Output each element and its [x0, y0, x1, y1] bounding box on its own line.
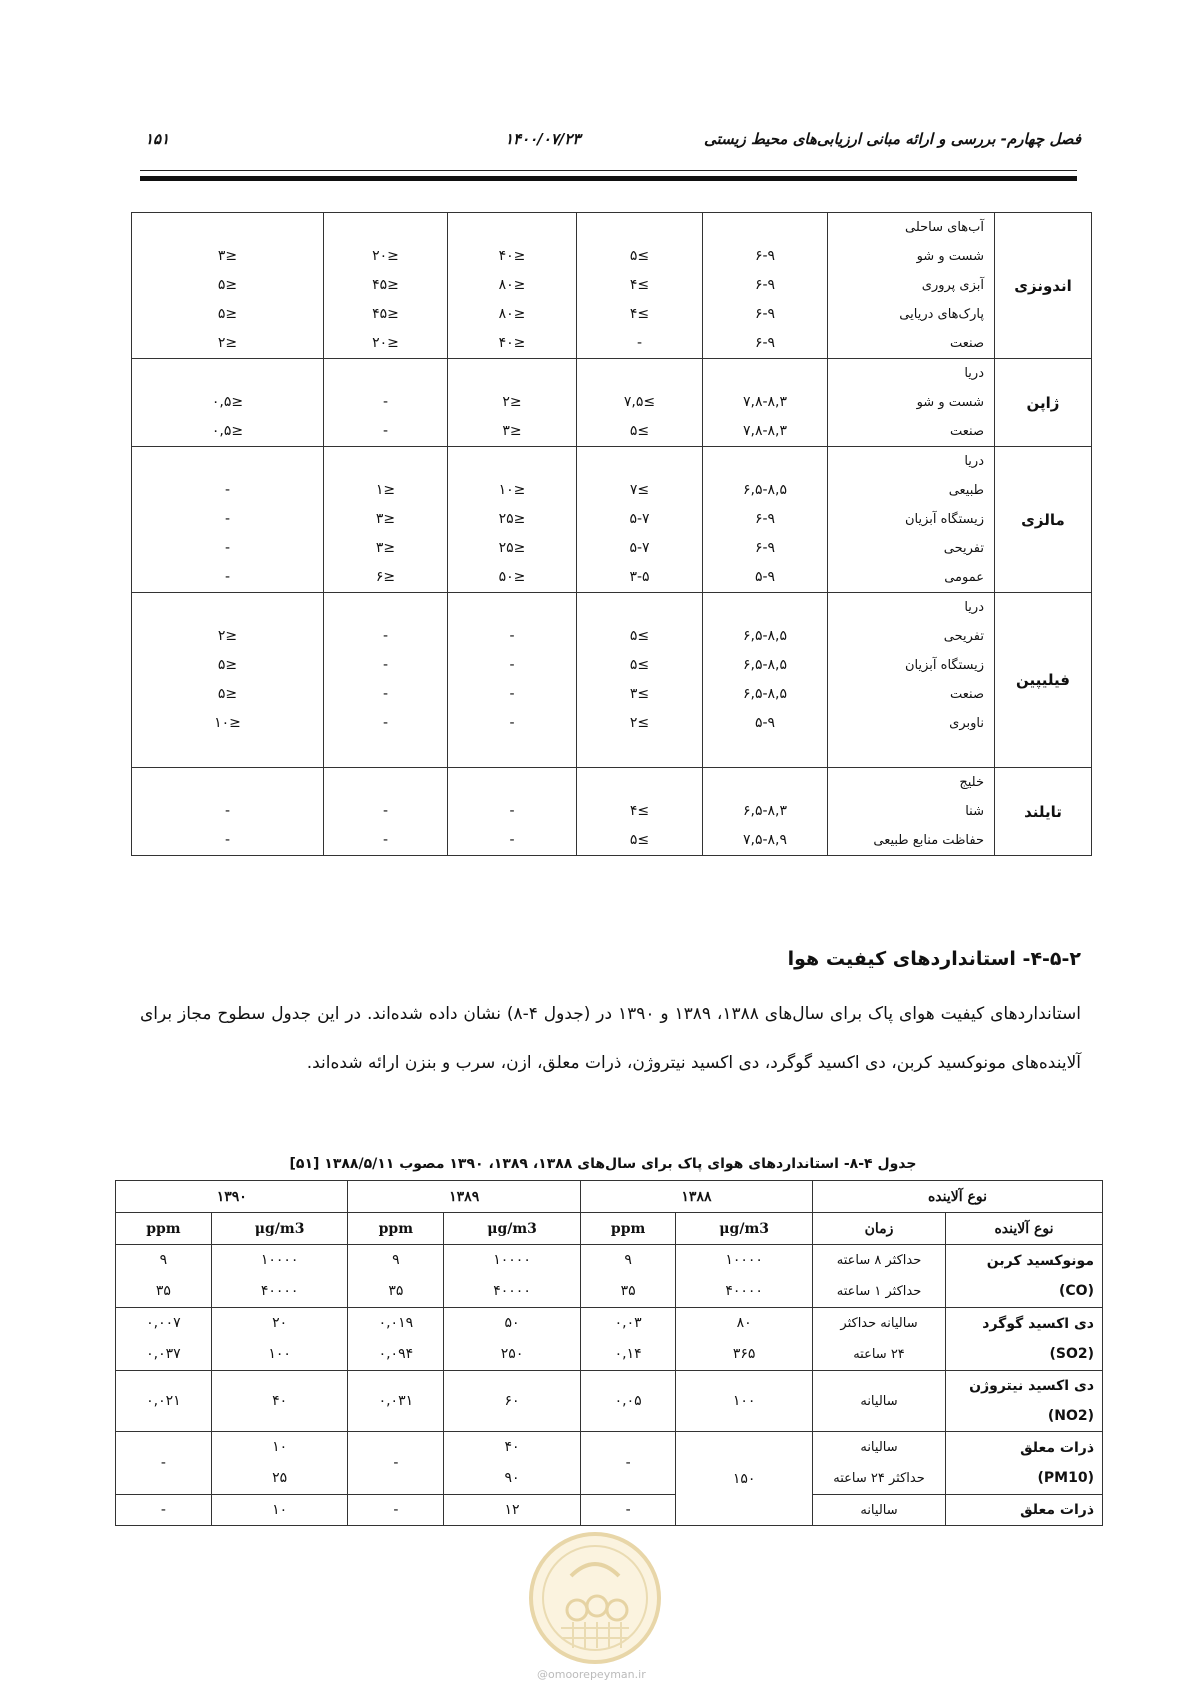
page-number: ۱۵۱ — [145, 130, 170, 148]
use-line: پارک‌های دریایی — [899, 307, 984, 322]
section-paragraph: استانداردهای کیفیت هوای پاک برای سال‌های ۱۳۸۸، ۱۳۸۹ و ۱۳۹۰ در (جدول ۴-۸) نشان داده شده‌اند. در این جدول سطوح مجاز برای آلاینده‌های مونوکسید کربن، دی اکسید گوگرد، دی اکسید نیتروژن، ذرات معلق، ازن، سرب و بنزن ارائه شده‌اند. — [140, 1004, 1082, 1073]
table-row — [132, 359, 1092, 447]
value-line: - — [382, 832, 389, 848]
header-ppm-1390: ppm — [116, 1213, 212, 1245]
value-line: ≤۸۰ — [498, 277, 526, 293]
use-line: دریا — [964, 366, 984, 381]
value-cell-c — [132, 447, 324, 593]
value-line: ۶,۵-۸,۵ — [742, 686, 788, 702]
value-line: ≤۲۵ — [498, 511, 526, 527]
use-line: شست و شو — [916, 249, 984, 264]
value-line: ۶,۵-۸,۵ — [742, 482, 788, 498]
use-line: صنعت — [950, 336, 984, 351]
value-line: - — [224, 569, 231, 585]
table-caption: جدول ۴-۸- استانداردهای هوای پاک برای سال‌های ۱۳۸۸، ۱۳۸۹، ۱۳۹۰ مصوب ۱۳۸۸/۵/۱۱ [۵۱] — [289, 1156, 917, 1172]
use-line — [828, 738, 984, 767]
table-row — [132, 213, 1092, 359]
pollutant-co: مونوکسید کربن (CO) — [946, 1245, 1103, 1308]
value-line: - — [509, 715, 515, 731]
so2-ug-1388: ۸۰ ۳۶۵ — [676, 1308, 813, 1371]
value-cell-do — [577, 213, 703, 359]
use-line: تفریحی — [943, 541, 984, 556]
row-no2 — [116, 1371, 1103, 1432]
value-line — [324, 213, 447, 242]
value-line: - — [224, 832, 231, 848]
value-line — [132, 593, 323, 622]
no2-ppm-1390: ۰,۰۲۱ — [116, 1371, 212, 1432]
pollutant-no2: دی اکسید نیتروژن (NO2) — [946, 1371, 1103, 1432]
value-line — [448, 768, 576, 797]
so2-ug-1389: ۵۰ ۲۵۰ — [444, 1308, 581, 1371]
value-line: - — [509, 657, 515, 673]
value-line: ≥۲ — [629, 715, 650, 731]
value-line — [577, 593, 702, 622]
value-line: - — [382, 394, 389, 410]
value-line — [324, 359, 447, 388]
value-line: ۶-۹ — [754, 277, 776, 293]
value-line: ≥۴ — [629, 306, 650, 322]
value-line: ۷,۸-۸,۳ — [742, 394, 788, 410]
value-line: ≤۶ — [375, 569, 396, 585]
value-line: - — [224, 511, 231, 527]
use-line: تفریحی — [943, 629, 984, 644]
use-line: حفاظت منابع طبیعی — [873, 833, 984, 848]
value-cell-c — [132, 768, 324, 856]
value-line: ≤۲ — [217, 335, 238, 351]
value-line: ≤۴۰ — [498, 248, 526, 264]
value-cell-b — [324, 768, 448, 856]
use-line: طبیعی — [948, 483, 984, 498]
value-line: ۵-۹ — [754, 715, 776, 731]
value-line: ۳-۵ — [629, 569, 650, 585]
co-ppm-1389: ۹ ۳۵ — [348, 1245, 444, 1308]
value-line: - — [382, 657, 389, 673]
header-year-1389: ۱۳۸۹ — [348, 1181, 580, 1213]
value-cell-b — [324, 213, 448, 359]
no2-ppm-1389: ۰,۰۳۱ — [348, 1371, 444, 1432]
value-line — [703, 359, 827, 388]
table-row — [132, 593, 1092, 768]
value-line — [703, 768, 827, 797]
value-cell-do — [577, 359, 703, 447]
use-line: ناوبری — [949, 716, 984, 731]
value-line: - — [509, 686, 515, 702]
use-line: آبزی پروری — [921, 278, 984, 293]
pm25-ug-1390: ۱۰ — [211, 1495, 348, 1526]
value-line: ≤۱ — [375, 482, 396, 498]
pm10-ug-1390: ۱۰ ۲۵ — [211, 1432, 348, 1495]
co-ug-1389: ۱۰۰۰۰ ۴۰۰۰۰ — [444, 1245, 581, 1308]
use-line: شست و شو — [916, 395, 984, 410]
pm25-ug-1389: ۱۲ — [444, 1495, 581, 1526]
value-line — [324, 447, 447, 476]
value-line: ۶,۵-۸,۵ — [742, 657, 788, 673]
value-line: ≤۱۰ — [498, 482, 526, 498]
value-line: ۶-۹ — [754, 306, 776, 322]
value-line: ≤۲۰ — [372, 248, 399, 264]
pollutant-pm25: ذرات معلق — [946, 1495, 1103, 1526]
value-line: ≥۵ — [629, 628, 650, 644]
value-line: ۶-۹ — [754, 540, 776, 556]
value-line: ≤۳ — [502, 423, 522, 439]
use-line: دریا — [964, 454, 984, 469]
co-ug-1388: ۱۰۰۰۰ ۴۰۰۰۰ — [676, 1245, 813, 1308]
pm25-ppm-1390: - — [116, 1495, 212, 1526]
value-line: ≤۰,۵ — [211, 394, 244, 410]
country-cell: ژاپن — [995, 359, 1092, 447]
pm10-ppm-1388: - — [580, 1432, 675, 1495]
value-cell-ph — [703, 359, 828, 447]
use-line: صنعت — [950, 424, 984, 439]
table-row — [132, 447, 1092, 593]
value-line: ≤۴۵ — [372, 277, 399, 293]
value-line: ≤۵ — [217, 277, 238, 293]
value-line — [577, 359, 702, 388]
value-line: ۷,۸-۸,۳ — [742, 423, 788, 439]
value-cell-b — [324, 359, 448, 447]
value-line — [448, 738, 576, 767]
header-ug-1390: μg/m3 — [211, 1213, 348, 1245]
value-line: ≤۵ — [217, 306, 238, 322]
time-co: حداکثر ۸ ساعته حداکثر ۱ ساعته — [813, 1245, 946, 1308]
use-line: دریا — [964, 600, 984, 615]
value-line: ≥۷,۵ — [623, 394, 656, 410]
value-line: - — [636, 335, 643, 351]
value-line — [324, 593, 447, 622]
use-cell — [828, 447, 995, 593]
value-cell-ph — [703, 768, 828, 856]
value-line: ≤۴۵ — [372, 306, 399, 322]
value-line: - — [224, 482, 231, 498]
value-line — [703, 213, 827, 242]
use-line: عمومی — [944, 570, 984, 585]
value-line — [577, 768, 702, 797]
air-quality-table — [115, 1180, 1103, 1526]
value-line: - — [382, 423, 389, 439]
value-cell-ph — [703, 447, 828, 593]
chapter-title: فصل چهارم- بررسی و ارائه مبانی ارزیابی‌های محیط زیستی — [703, 130, 1081, 148]
value-cell-c — [132, 213, 324, 359]
use-line: آب‌های ساحلی — [904, 220, 984, 235]
value-cell-a — [448, 593, 577, 768]
value-line: ≤۳ — [217, 248, 238, 264]
header-year-1388: ۱۳۸۸ — [580, 1181, 812, 1213]
value-cell-b — [324, 447, 448, 593]
no2-ug-1389: ۶۰ — [444, 1371, 581, 1432]
so2-ppm-1390: ۰,۰۰۷ ۰,۰۳۷ — [116, 1308, 212, 1371]
header-date: ۱۴۰۰/۰۷/۲۳ — [505, 130, 581, 148]
value-line — [132, 768, 323, 797]
value-line: ۶,۵-۸,۵ — [742, 628, 788, 644]
value-line: ≥۵ — [629, 657, 650, 673]
value-line — [448, 593, 576, 622]
value-line: ≤۲۵ — [498, 540, 526, 556]
header-pollutant: نوع آلاینده — [946, 1213, 1103, 1245]
so2-ppm-1388: ۰,۰۳ ۰,۱۴ — [580, 1308, 675, 1371]
header-row-years — [116, 1181, 1103, 1213]
value-line: ۷,۵-۸,۹ — [742, 832, 788, 848]
pm25-ppm-1388: - — [580, 1495, 675, 1526]
header-ppm-1389: ppm — [348, 1213, 444, 1245]
time-pm25: سالیانه — [813, 1495, 946, 1526]
value-line: - — [382, 803, 389, 819]
value-line: ≤۳ — [375, 540, 396, 556]
value-line: ≥۳ — [629, 686, 650, 702]
value-line: ≤۲ — [217, 628, 238, 644]
header-year-1390: ۱۳۹۰ — [116, 1181, 348, 1213]
no2-ppm-1388: ۰,۰۵ — [580, 1371, 675, 1432]
value-line: - — [382, 715, 389, 731]
value-line: - — [382, 686, 389, 702]
value-line: - — [224, 540, 231, 556]
value-line: ۵-۹ — [754, 569, 776, 585]
co-ug-1390: ۱۰۰۰۰ ۴۰۰۰۰ — [211, 1245, 348, 1308]
value-line: ≤۵ — [217, 657, 238, 673]
value-cell-c — [132, 359, 324, 447]
header-time: زمان — [813, 1213, 946, 1245]
so2-ug-1390: ۲۰ ۱۰۰ — [211, 1308, 348, 1371]
value-line: - — [509, 832, 515, 848]
value-line: ≤۸۰ — [498, 306, 526, 322]
value-line: - — [509, 803, 515, 819]
use-cell — [828, 768, 995, 856]
value-line: ۶-۹ — [754, 335, 776, 351]
value-line — [132, 359, 323, 388]
row-so2 — [116, 1308, 1103, 1371]
use-line: زیستگاه آبزیان — [904, 512, 984, 527]
value-line — [703, 593, 827, 622]
pm-ug-1388: ۱۵۰ — [676, 1432, 813, 1526]
value-line: ≤۳ — [375, 511, 396, 527]
watermark-handle: @omoorepeyman.ir — [537, 1668, 646, 1681]
co-ppm-1390: ۹ ۳۵ — [116, 1245, 212, 1308]
value-line: ۵-۷ — [629, 511, 650, 527]
use-cell — [828, 213, 995, 359]
section-heading: ۴-۵-۲- استانداردهای کیفیت هوا — [787, 948, 1081, 970]
country-cell: مالزی — [995, 447, 1092, 593]
value-line: ≥۵ — [629, 832, 650, 848]
value-cell-c — [132, 593, 324, 768]
value-cell-do — [577, 768, 703, 856]
value-line: ≤۴۰ — [498, 335, 526, 351]
use-line: صنعت — [950, 687, 984, 702]
header-rule-thick — [140, 176, 1077, 181]
use-line: زیستگاه آبزیان — [904, 658, 984, 673]
value-line — [324, 768, 447, 797]
value-line: ≤۲ — [502, 394, 522, 410]
time-pm10: سالیانه حداکثر ۲۴ ساعته — [813, 1432, 946, 1495]
value-cell-b — [324, 593, 448, 768]
value-cell-a — [448, 447, 577, 593]
value-line: ≤۵۰ — [498, 569, 526, 585]
value-line: ۶-۹ — [754, 511, 776, 527]
value-line: - — [382, 628, 389, 644]
value-cell-ph — [703, 213, 828, 359]
table-row — [132, 768, 1092, 856]
value-line — [448, 447, 576, 476]
header-row-units — [116, 1213, 1103, 1245]
value-cell-ph — [703, 593, 828, 768]
pollutant-so2: دی اکسید گوگرد (SO2) — [946, 1308, 1103, 1371]
header-ug-1388: μg/m3 — [676, 1213, 813, 1245]
value-line — [132, 447, 323, 476]
pm10-ppm-1389: - — [348, 1432, 444, 1495]
time-no2: سالیانه — [813, 1371, 946, 1432]
value-cell-a — [448, 359, 577, 447]
co-ppm-1388: ۹ ۳۵ — [580, 1245, 675, 1308]
country-cell: فیلیپین — [995, 593, 1092, 768]
header-pollutant-type: نوع آلاینده — [813, 1181, 1103, 1213]
value-cell-do — [577, 447, 703, 593]
value-line: - — [224, 803, 231, 819]
value-line — [577, 447, 702, 476]
water-standards-body — [132, 213, 1092, 856]
no2-ug-1388: ۱۰۰ — [676, 1371, 813, 1432]
value-line: ۶,۵-۸,۳ — [742, 803, 788, 819]
value-line: - — [509, 628, 515, 644]
value-line: ≥۴ — [629, 277, 650, 293]
country-cell: تایلند — [995, 768, 1092, 856]
value-line — [448, 213, 576, 242]
header-ppm-1388: ppm — [580, 1213, 675, 1245]
use-cell — [828, 593, 995, 768]
header-ug-1389: μg/m3 — [444, 1213, 581, 1245]
row-pm25 — [116, 1495, 1103, 1526]
value-line: ≤۱۰ — [214, 715, 241, 731]
pm25-ppm-1389: - — [348, 1495, 444, 1526]
value-line: ≥۴ — [629, 803, 650, 819]
value-line — [703, 447, 827, 476]
value-line: ≤۰,۵ — [211, 423, 244, 439]
value-line: ≤۵ — [217, 686, 238, 702]
use-line: خلیج — [959, 775, 984, 790]
value-cell-a — [448, 213, 577, 359]
water-standards-table — [131, 212, 1092, 856]
value-line — [577, 738, 702, 767]
value-line: ≥۵ — [629, 248, 650, 264]
value-line: ۵-۷ — [629, 540, 650, 556]
value-line: ≤۲۰ — [372, 335, 399, 351]
value-line — [703, 738, 827, 767]
value-cell-do — [577, 593, 703, 768]
country-cell: اندونزی — [995, 213, 1092, 359]
use-cell — [828, 359, 995, 447]
pollutant-pm10: ذرات معلق (PM10) — [946, 1432, 1103, 1495]
value-cell-a — [448, 768, 577, 856]
value-line: ≥۵ — [629, 423, 650, 439]
use-line: شنا — [965, 804, 984, 819]
value-line: ۶-۹ — [754, 248, 776, 264]
pm10-ppm-1390: - — [116, 1432, 212, 1495]
value-line — [324, 738, 447, 767]
pm10-ug-1389: ۴۰ ۹۰ — [444, 1432, 581, 1495]
row-co — [116, 1245, 1103, 1308]
value-line — [577, 213, 702, 242]
value-line: ≥۷ — [629, 482, 650, 498]
watermark-stamp-icon — [527, 1530, 663, 1666]
value-line — [448, 359, 576, 388]
no2-ug-1390: ۴۰ — [211, 1371, 348, 1432]
row-pm10 — [116, 1432, 1103, 1495]
time-so2: سالیانه حداکثر ۲۴ ساعته — [813, 1308, 946, 1371]
so2-ppm-1389: ۰,۰۱۹ ۰,۰۹۴ — [348, 1308, 444, 1371]
header-rule-thin — [140, 170, 1077, 171]
value-line — [132, 738, 323, 767]
value-line — [132, 213, 323, 242]
